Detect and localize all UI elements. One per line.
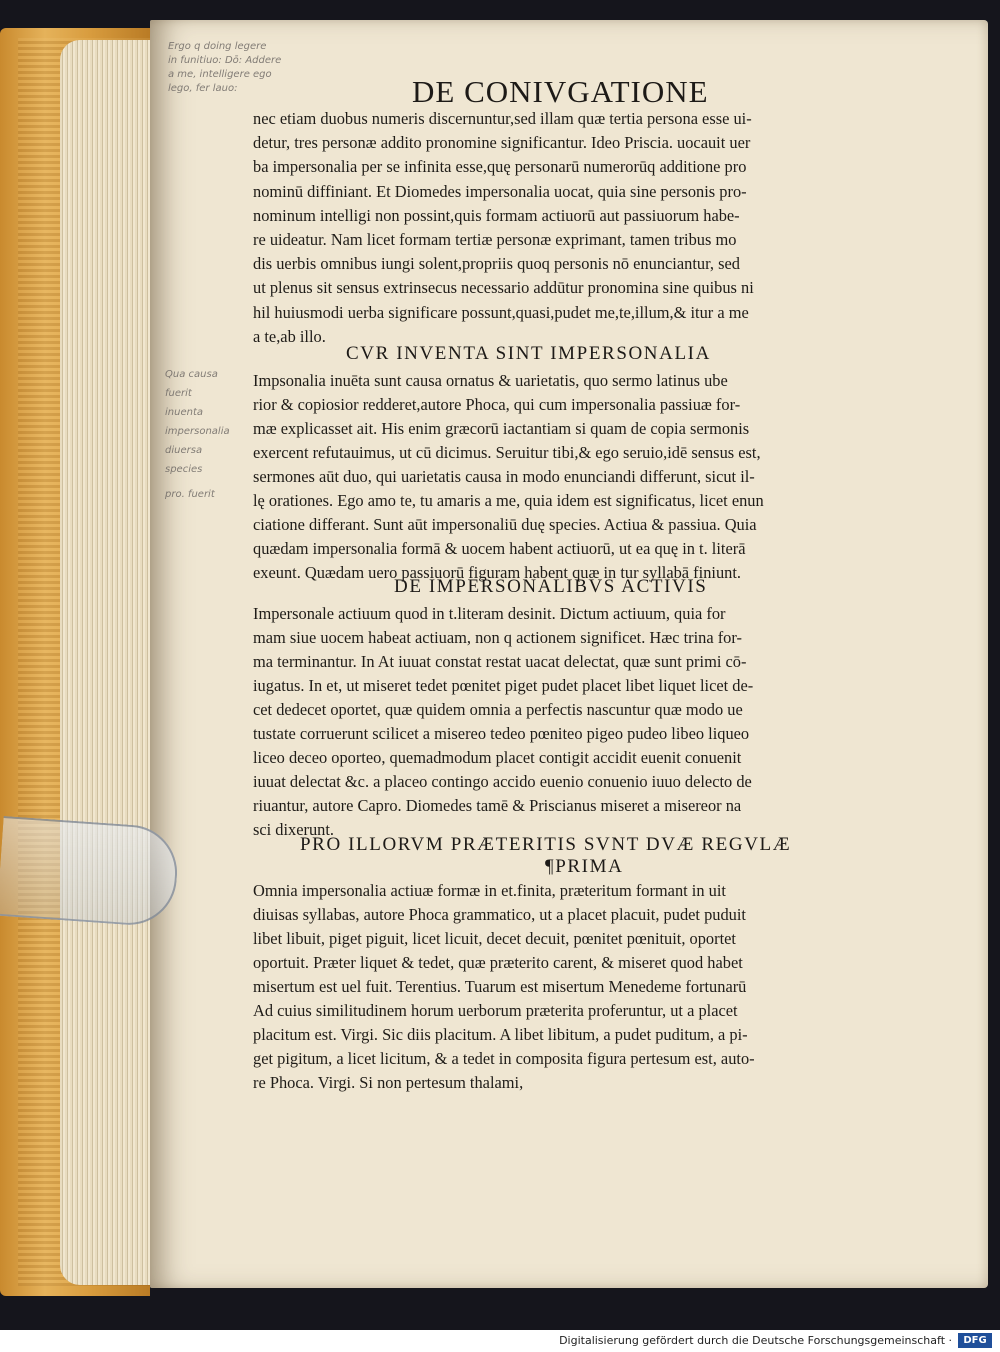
marginal-note: species (165, 464, 203, 475)
text-line: Omnia impersonalia actiuæ formæ in et.finita, præteritum formant in uit (253, 881, 726, 900)
marginal-note: in funitiuo: Dō: Addere (168, 55, 282, 66)
text-line: quædam impersonalia formā & uocem habent actiuorū, ut ea quę in t. literā (253, 539, 746, 558)
running-head: DE CONIVGATIONE (412, 74, 709, 109)
marginal-note: fuerit (165, 388, 192, 399)
funding-note: Digitalisierung gefördert durch die Deutsche Forschungsgemeinschaft · (559, 1334, 952, 1347)
text-line: hil huiusmodi uerba significare possunt,quasi,pudet me,te,illum,& itur a me (253, 302, 749, 322)
text-line: riuantur, autore Capro. Diomedes tamē & Priscianus miseret a misereor na (253, 796, 742, 815)
text-line: exercent refutauimus, ut cū dicimus. Seruitur tibi,& ego seruio,idē sensus est, (253, 443, 761, 462)
text-line: libet libuit, piget piguit, licet licuit, decet decuit, pœnitet pœnituit, oportet (253, 929, 736, 948)
text-line: ba impersonalia per se infinita esse,quę personarū numerorūq additione pro (253, 157, 747, 177)
text-line: placitum est. Virgi. Sic diis placitum. A libet libitum, a pudet puditum, a pi- (253, 1025, 748, 1044)
footer-bar (0, 1330, 1000, 1352)
text-line: dis uerbis omnibus iungi solent,propriis quoq personis nō enunciantur, sed (253, 254, 740, 274)
marginal-note: inuenta (165, 407, 203, 418)
text-line: lę orationes. Ego amo te, tu amaris a me, quia idem est significatus, licet enun (253, 491, 764, 510)
text-line: ma terminantur. In At iuuat constat restat uacat delectat, quæ sunt primi cō- (253, 652, 747, 671)
text-line: misertum est uel fuit. Terentius. Tuarum est misertum Menedeme fortunarū (253, 977, 747, 996)
text-line: re Phoca. Virgi. Si non pertesum thalami, (253, 1073, 524, 1092)
marginal-note: pro. fuerit (165, 489, 215, 500)
text-line: Impsonalia inuēta sunt causa ornatus & uarietatis, quo sermo latinus ube (253, 371, 728, 390)
text-line: ciatione differant. Sunt aūt impersonaliū duę species. Actiua & passiua. Quia (253, 515, 757, 534)
text-line: liceo deceo oporteo, quemadmodum placet contigit accidit euenit conuenit (253, 748, 742, 767)
text-line: exeunt. Quædam uero passiuorū figuram habent quæ in tur syllabā finiunt. (253, 563, 741, 582)
dfg-logo: DFG (958, 1333, 992, 1348)
section-heading: DE IMPERSONALIBVS ACTIVIS (394, 576, 708, 597)
text-line: mæ explicasset ait. His enim græcorū iactantiam si quam de copia sermonis (253, 419, 750, 438)
text-line: ut plenus sit sensus extrinsecus necessario addūtur pronomina sine quibus ni (253, 278, 754, 298)
text-line: rior & copiosior redderet,autore Phoca, qui cum impersonalia passiuæ for- (253, 395, 741, 414)
text-line: Ad cuius similitudinem horum uerborum præterita proferuntur, ut a placet (253, 1001, 738, 1020)
text-line: oportuit. Præter liquet & tedet, quæ præterito carent, & miseret quod habet (253, 953, 743, 972)
text-line: get pigitum, a licet licitum, & a tedet in composita figura pertesum est, auto- (253, 1049, 755, 1068)
text-line: detur, tres personæ addito pronomine significantur. Ideo Priscia. uocauit uer (253, 133, 751, 153)
text-line: sci dixerunt. (253, 820, 335, 839)
text-line: iugatus. In et, ut miseret tedet pœnitet piget pudet placet libet liquet licet de- (253, 676, 754, 695)
text-line: sermones aūt duo, qui uarietatis causa in modo enunciandi differunt, sicut il- (253, 467, 755, 486)
text-line: iuuat delectat &c. a placeo contingo accido euenio conuenio iuuo delecto de (253, 772, 752, 791)
marginal-note: a me, intelligere ego (168, 69, 272, 80)
marginal-note: Qua causa (165, 369, 218, 380)
text-line: tustate corruerunt scilicet a misereo tedeo pœniteo pigeo pudeo libeo liqueo (253, 724, 750, 743)
section-heading: CVR INVENTA SINT IMPERSONALIA (346, 343, 711, 364)
text-line: mam siue uocem habeat actiuam, non q actionem significet. Hæc trina for- (253, 628, 742, 647)
text-line: nominum intelligi non possint,quis formam actiuorū aut passiuorum habe- (253, 205, 740, 225)
text-line: Impersonale actiuum quod in t.literam desinit. Dictum actiuum, quia for (253, 604, 726, 623)
marginal-note: lego, fer lauo: (168, 83, 238, 94)
section-heading: PRO ILLORVM PRÆTERITIS SVNT DVÆ REGVLÆ (300, 834, 792, 855)
text-line: diuisas syllabas, autore Phoca grammatico, ut a placet placuit, pudet puduit (253, 905, 746, 924)
text-line: nominū diffiniant. Et Diomedes impersonalia uocat, quia sine personis pro- (253, 181, 747, 201)
marginal-note: impersonalia (165, 426, 230, 437)
marginal-note: Ergo q doing legere (168, 41, 267, 52)
text-line: a te,ab illo. (253, 326, 326, 346)
page-holder-clip (0, 816, 180, 928)
text-line: re uideatur. Nam licet formam tertiæ personæ exprimant, tamen tribus mo (253, 230, 737, 249)
text-line: nec etiam duobus numeris discernuntur,sed illam quæ tertia persona esse ui- (253, 109, 752, 128)
text-line: cet dedecet oportet, quæ quidem omnia a perfectis nascuntur quæ modo ue (253, 700, 743, 719)
section-heading: ¶PRIMA (545, 856, 624, 877)
marginal-note: diuersa (165, 445, 203, 456)
